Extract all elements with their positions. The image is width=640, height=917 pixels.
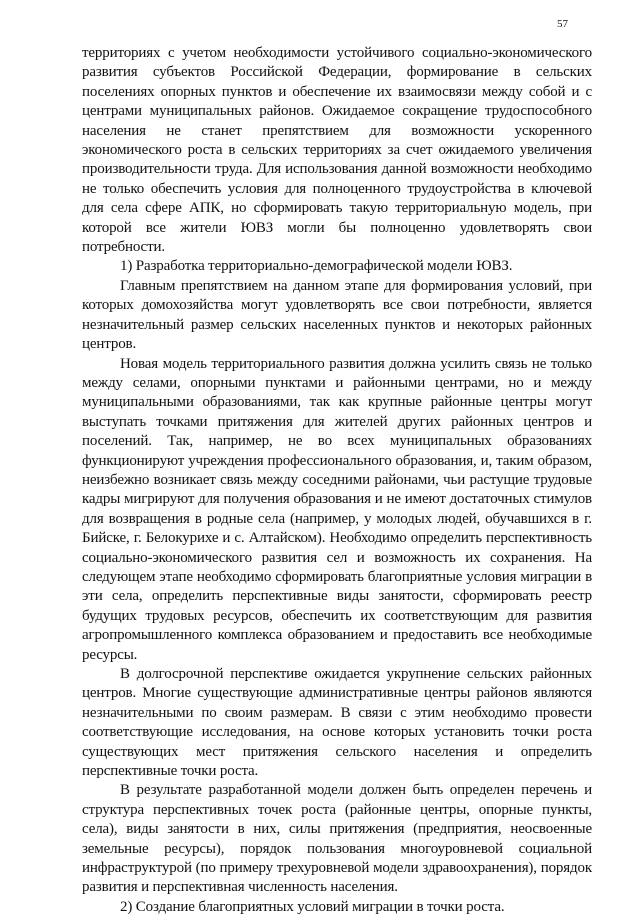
paragraph-continuation: территориях с учетом необходимости устойчивого социально-экономического развития субъектов Российской Федерации, формирование в сельских поселениях опорных пунктов и обеспечение их взаимосвязи между собой и с центрами муниципальных районов. Ожидаемое сокращение трудоспособного населения не станет препятствием для возможности ускоренного экономического роста в сельских территориях за счет ожидаемого увеличения производительности труда. Для использования данной возможности необходимо не только обеспечить условия для полноценного трудоустройства в ключевой для села сфере АПК, но сформировать такую территориальную модель, при которой все жители ЮВЗ могли бы полноценно удовлетворять свои потребности. — [82, 45, 592, 256]
section-heading-2: 2) Создание благоприятных условий миграции в точки роста. — [120, 898, 505, 915]
paragraph: В результате разработанной модели должен быть определен перечень и структура перспективных точек роста (районные центры, опорные пункты, села), виды занятости в них, силы притяжения (предприятия, неосвоенные земельные ресурсы), порядок пользования многоуровневой социальной инфраструктурой (по примеру трехуровневой модели здравоохранения), порядок развития и перспективная численность населения. — [82, 782, 592, 896]
section-heading-1: 1) Разработка территориально-демографической модели ЮВЗ. — [120, 258, 513, 275]
paragraph: Главным препятствием на данном этапе для формирования условий, при которых домохозяйства могут удовлетворять все свои потребности, является незначительный размер сельских населенных пунктов и некоторых районных центров. — [82, 277, 592, 353]
paragraph: Новая модель территориального развития должна усилить связь не только между селами, опорными пунктами и районными центрами, но и между муниципальными образованиями, так как крупные районные центры могут выступать точками притяжения для жителей других районных центров и поселений. Так, например, не во всех муниципальных образованиях функционируют учреждения профессионального образования, и, таким образом, неизбежно возникает связь между соседними районами, чьи растущие трудовые кадры мигрируют для получения образования и не имеют достаточных стимулов для возвращения в родные села (например, у молодых людей, обучавшихся в г. Бийске, г. Белокурихе и с. Алтайском). Необходимо определить перспективность социально-экономического развития сел и возможность их сохранения. На следующем этапе необходимо сформировать благоприятные условия миграции в эти села, определить перспективные виды занятости, сформировать реестр будущих трудовых ресурсов, обеспечить их соответствующим для развития агропромышленного комплекса образованием и предоставить все необходимые ресурсы. — [82, 355, 592, 663]
document-body — [82, 44, 592, 917]
page-number: 57 — [557, 18, 568, 30]
paragraph: В долгосрочной перспективе ожидается укрупнение сельских районных центров. Многие существующие административные центры районов являются незначительными по своим размерам. В связи с этим необходимо провести соответствующие исследования, на основе которых установить точки роста существующих мест притяжения сельского населения и определить перспективные точки роста. — [82, 666, 592, 780]
